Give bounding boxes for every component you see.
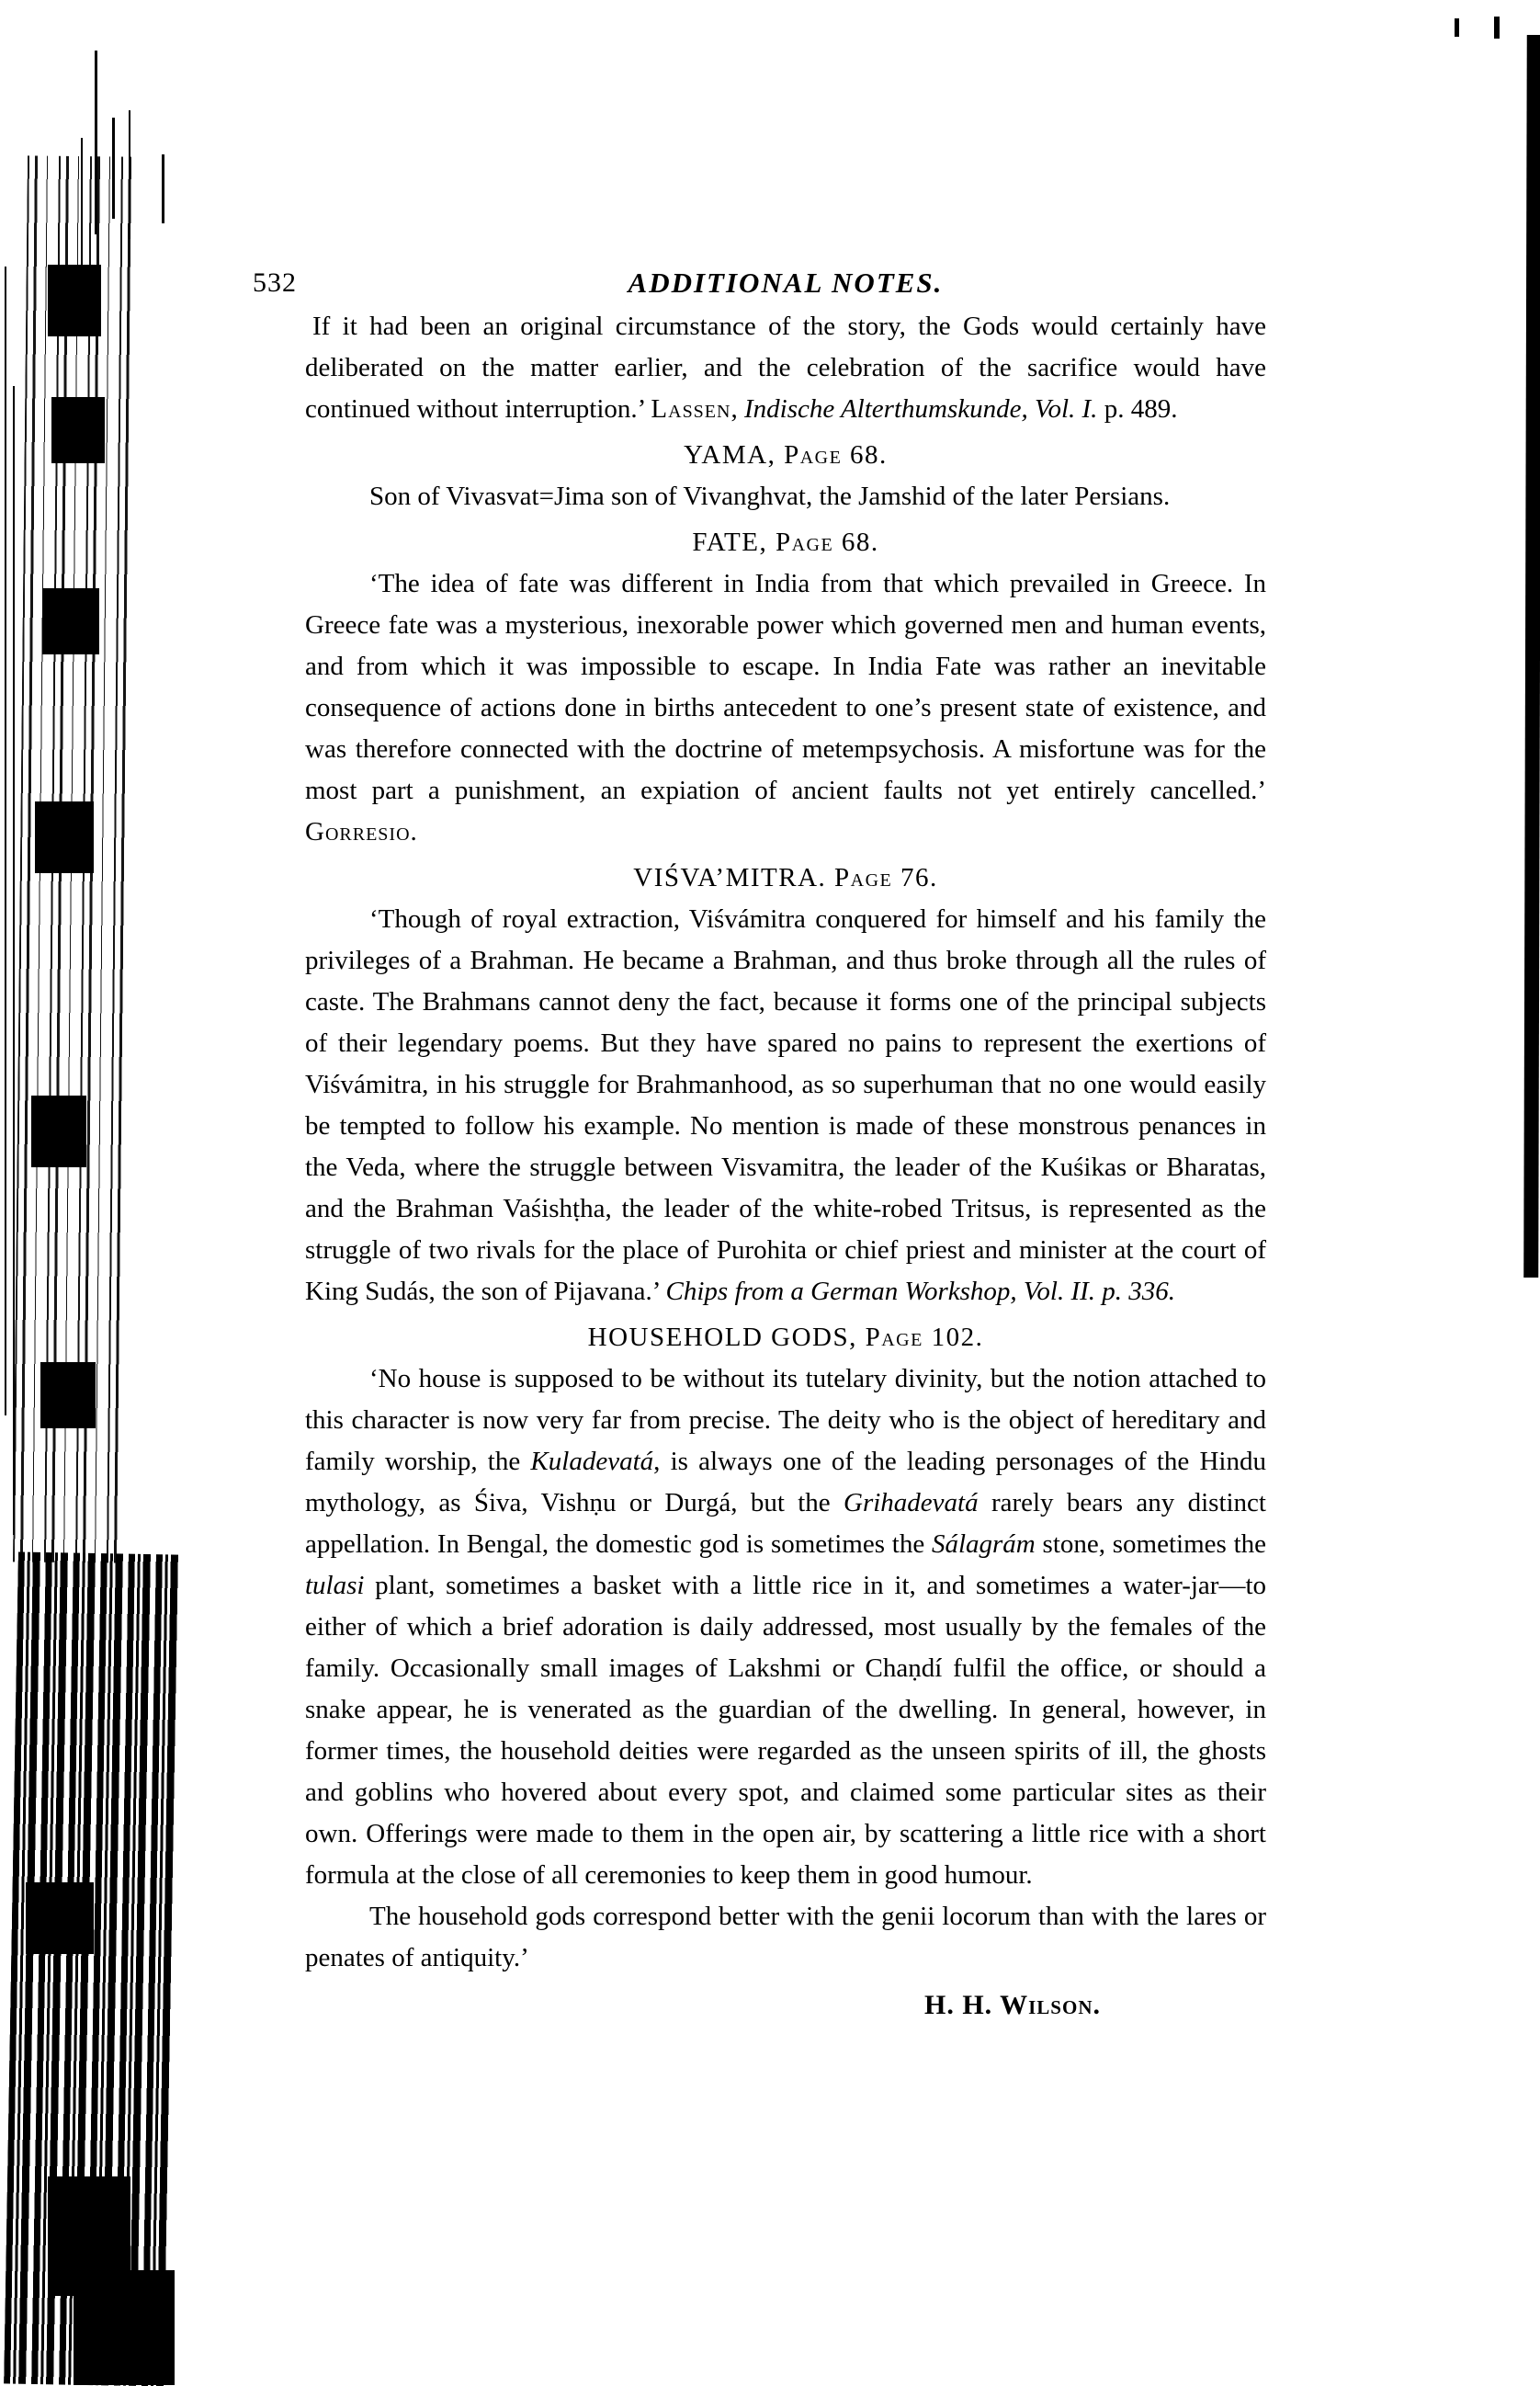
note-visvamitra: ‘Though of royal extraction, Viśvámitra conquered for himself and his family the privileges of a Brahman. He became a Brahman, and thus broke through all the rules of caste. The Brahmans cannot deny the fact, because it forms one of the principal subjects of their legendary poems. But they have spared no pains to represent the exertions of Viśvámitra, in his struggle for Brahmanhood, as so superhuman that no one would easily be tempted to follow his example. No mention is made of these monstrous penances in the Veda, where the struggle between Visvamitra, the leader of the Kuśikas or Bharatas, and the Brahman Vaśishṭha, the leader of the white-robed Tritsus, is represented as the struggle of two rivals for the place of Purohita or chief priest and minister at the court of King Sudás, the son of Pijavana.’ Chips from a German Workshop, Vol. II. p. 336. bbox=[305, 904, 1266, 1306]
heading-visvamitra: VIŚVA’MITRA. Page 76. bbox=[633, 863, 938, 892]
scan-artifact-right-edge-bar bbox=[1523, 35, 1540, 1278]
scan-ink-block bbox=[31, 1096, 86, 1167]
signature bbox=[305, 1984, 1266, 2026]
heading-household-gods: HOUSEHOLD GODS, Page 102. bbox=[587, 1323, 984, 1352]
running-title: ADDITIONAL NOTES. bbox=[628, 267, 944, 299]
note-household-gods-conclusion: The household gods correspond better with the genii locorum than with the lares or penates of antiquity.’ bbox=[305, 1902, 1266, 1972]
text-column bbox=[253, 0, 1266, 2026]
scan-ink-block bbox=[35, 801, 94, 873]
page-number: 532 bbox=[253, 267, 297, 298]
scan-line bbox=[13, 386, 15, 1535]
scan-line bbox=[112, 118, 115, 219]
page-header bbox=[253, 262, 1266, 306]
scan-line bbox=[5, 267, 6, 1415]
signature-author: H. H. Wilson. bbox=[924, 1990, 1101, 2020]
note-yama: Son of Vivasvat=Jima son of Vivanghvat, the Jamshid of the later Persians. bbox=[369, 482, 1171, 511]
scan-ink-block bbox=[74, 2270, 175, 2385]
scan-tick-mark bbox=[1455, 18, 1459, 37]
scan-line bbox=[129, 110, 130, 239]
heading-fate: FATE, Page 68. bbox=[692, 528, 879, 557]
heading-yama: YAMA, Page 68. bbox=[684, 440, 888, 470]
scan-ink-block bbox=[48, 265, 101, 336]
scan-tick-mark bbox=[1494, 17, 1500, 39]
scan-ink-block bbox=[51, 397, 105, 463]
scan-line bbox=[81, 138, 83, 285]
scan-ink-block bbox=[26, 1882, 94, 1954]
note-lassen-citation: If it had been an original circumstance of the story, the Gods would certainly have deliberated on the matter earlier, and the celebration of the sacrifice would have continued without interruption.’ Lassen, Indische Alterthumskunde, Vol. I. p. 489. bbox=[305, 312, 1266, 424]
scan-line bbox=[162, 154, 164, 223]
scan-ink-block bbox=[42, 588, 99, 654]
note-household-gods: ‘No house is supposed to be without its tutelary divinity, but the notion attached to this character is now very far from precise. The deity who is the object of hereditary and family worship, the Kuladevatá, is always one of the leading personages of the Hindu mythology, as Śiva, Vishṇu or Durgá, but the Grihadevatá rarely bears any distinct appellation. In Bengal, the domestic god is sometimes the Sálagrám stone, sometimes the tulasi plant, sometimes a basket with a little rice in it, and sometimes a water-jar—to either of which a brief adoration is daily addressed, most usually by the females of the family. Occasionally small images of Lakshmi or Chaṇdí fulfil the office, or should a snake appear, he is venerated as the guardian of the dwelling. In general, however, in former times, the household deities were regarded as the unseen spirits of ill, the ghosts and goblins who hovered about every spot, and claimed some particular sites as their own. Offerings were made to them in the open air, by scattering a little rice with a short formula at the close of all ceremonies to keep them in good humour. bbox=[305, 1364, 1266, 1890]
scan-ink-block bbox=[40, 1362, 96, 1428]
note-fate: ‘The idea of fate was different in India from that which prevailed in Greece. In Greece fate was a mysterious, inexorable power which governed men and human events, and from which it was impossible to escape. In India Fate was rather an inevitable consequence of actions done in births antecedent to one’s present state of existence, and was therefore connected with the doctrine of metempsychosis. A misfortune was for the most part a punishment, an expiation of ancient faults not yet entirely cancelled.’ Gorresio. bbox=[305, 569, 1266, 846]
scan-line bbox=[95, 51, 97, 234]
